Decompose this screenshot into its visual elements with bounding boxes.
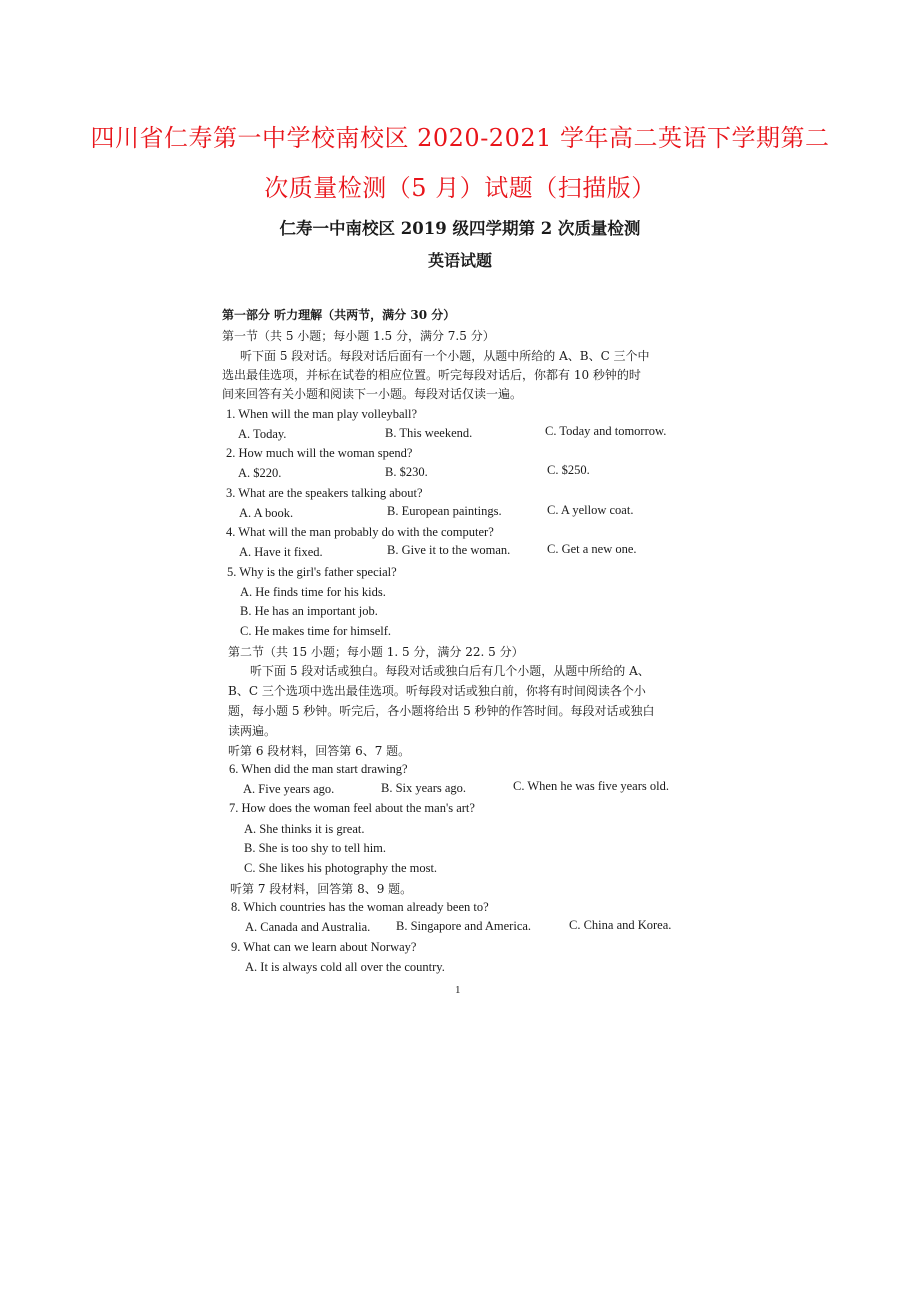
question-8: 8. Which countries has the woman already been to? [231,900,489,914]
question-1-option-c: C. Today and tomorrow. [545,424,667,438]
document-title-line-2: 次质量检测（5 月）试题（扫描版） [264,174,656,202]
exam-subtitle: 英语试题 [427,251,492,270]
section1-instruction-1: 听下面 5 段对话。每段对话后面有一个小题，从题中所给的 A、B、C 三个中 [240,349,650,363]
question-7-option-a: A. She thinks it is great. [244,822,365,836]
question-8-option-b: B. Singapore and America. [396,919,532,933]
question-1: 1. When will the man play volleyball? [226,407,418,421]
question-2-option-a: A. $220. [238,466,282,480]
material-7-note: 听第 7 段材料，回答第 8、9 题。 [230,882,413,896]
question-1-option-b: B. This weekend. [385,426,473,440]
question-2-option-c: C. $250. [547,463,590,477]
document-title-line-1: 四川省仁寿第一中学校南校区 2020-2021 学年高二英语下学期第二 [90,124,830,152]
question-5: 5. Why is the girl's father special? [227,565,397,579]
question-7-option-c: C. She likes his photography the most. [244,861,438,875]
question-3: 3. What are the speakers talking about? [226,486,423,500]
question-4-option-c: C. Get a new one. [547,542,637,556]
exam-title: 仁寿一中南校区 2019 级四学期第 2 次质量检测 [279,219,641,238]
section2-heading: 第二节（共 15 小题；每小题 1. 5 分，满分 22. 5 分） [228,645,524,659]
question-6-option-a: A. Five years ago. [243,782,335,796]
question-8-option-c: C. China and Korea. [569,918,672,932]
question-7-option-b: B. She is too shy to tell him. [244,841,387,855]
question-4: 4. What will the man probably do with the computer? [226,525,494,539]
page-number: 1 [455,984,461,996]
question-6-option-b: B. Six years ago. [381,781,467,795]
question-9-option-a: A. It is always cold all over the country. [245,960,445,974]
question-5-option-a: A. He finds time for his kids. [240,585,386,599]
question-3-option-a: A. A book. [239,506,294,520]
section1-heading: 第一节（共 5 小题；每小题 1.5 分，满分 7.5 分） [222,329,495,343]
question-9: 9. What can we learn about Norway? [231,940,417,954]
question-1-option-a: A. Today. [238,427,287,441]
section2-instruction-3: 题，每小题 5 秒钟。听完后，各小题将给出 5 秒钟的作答时间。每段对话或独白 [228,704,655,718]
part1-heading: 第一部分 听力理解（共两节，满分 30 分） [222,308,456,322]
question-6-option-c: C. When he was five years old. [513,779,669,793]
question-3-option-c: C. A yellow coat. [547,503,634,517]
section2-instruction-2: B、C 三个选项中选出最佳选项。听每段对话或独白前，你将有时间阅读各个小 [228,684,646,698]
question-2: 2. How much will the woman spend? [226,446,413,460]
question-6: 6. When did the man start drawing? [229,762,408,776]
section2-instruction-4: 读两遍。 [228,724,277,738]
section2-instruction-1: 听下面 5 段对话或独白。每段对话或独白后有几个小题，从题中所给的 A、 [250,664,650,678]
question-8-option-a: A. Canada and Australia. [245,920,371,934]
question-7: 7. How does the woman feel about the man's art? [229,801,475,815]
question-4-option-a: A. Have it fixed. [239,545,323,559]
question-5-option-c: C. He makes time for himself. [240,624,392,638]
section1-instruction-3: 间来回答有关小题和阅读下一小题。每段对话仅读一遍。 [222,387,523,401]
material-6-note: 听第 6 段材料，回答第 6、7 题。 [228,744,411,758]
section1-instruction-2: 选出最佳选项，并标在试卷的相应位置。听完每段对话后，你都有 10 秒钟的时 [222,368,641,382]
question-4-option-b: B. Give it to the woman. [387,543,511,557]
question-2-option-b: B. $230. [385,465,428,479]
question-5-option-b: B. He has an important job. [240,604,378,618]
question-3-option-b: B. European paintings. [387,504,502,518]
